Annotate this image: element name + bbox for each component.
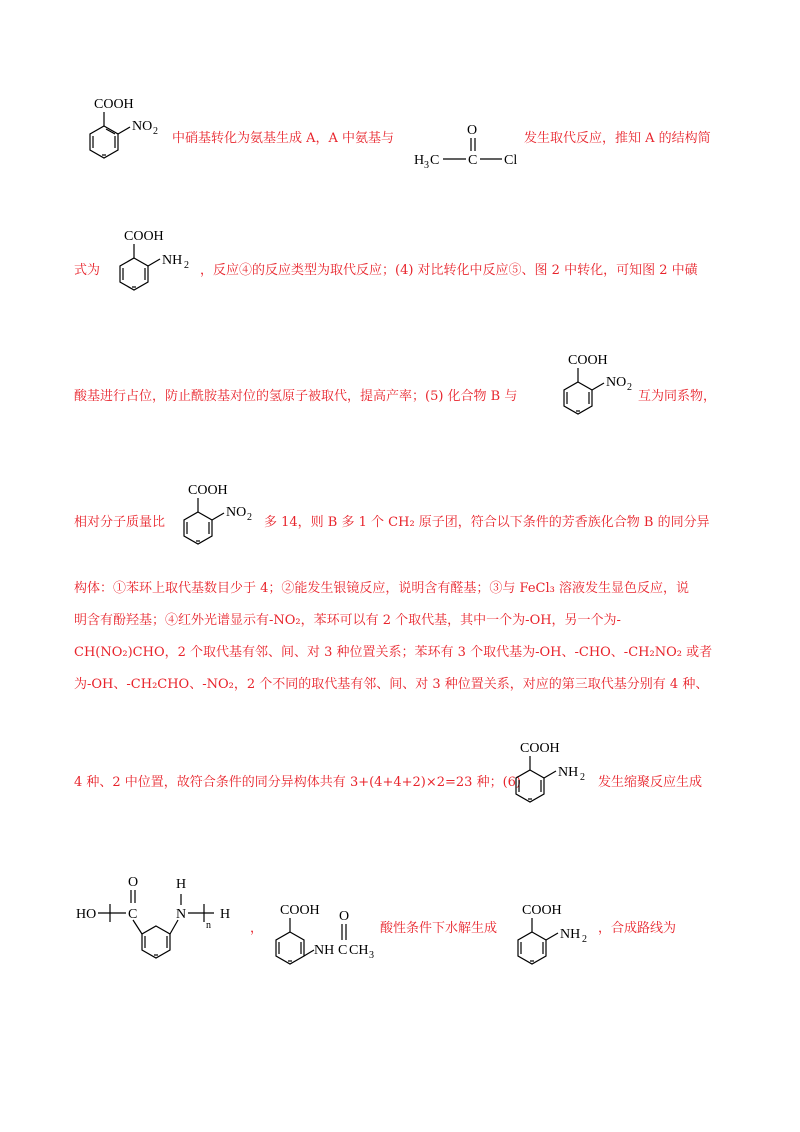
nitrobenzoic-acid-structure-2 (544, 350, 644, 430)
nitrobenzoic-acid-structure-1 (70, 94, 170, 174)
svg-text:n: n (206, 920, 211, 931)
text-line-9a: 4 种、2 中位置，故符合条件的同分异构体共有 3+(4+4+2)×2=23 种；(6) (74, 775, 521, 790)
svg-text:NH: NH (162, 253, 183, 268)
svg-text:NH: NH (560, 927, 581, 942)
anthranilic-acid-structure-2 (496, 738, 596, 818)
acetamidobenzoic-acid-structure (256, 900, 396, 980)
svg-text:H: H (414, 153, 425, 168)
svg-text:3: 3 (424, 160, 429, 171)
text-line-10b: 酸性条件下水解生成 (380, 921, 498, 936)
polyamide-structure (74, 872, 244, 982)
svg-text:2: 2 (582, 934, 587, 945)
svg-text:COOH: COOH (520, 741, 560, 756)
acetyl-chloride-structure (414, 118, 524, 178)
text-line-3a: 酸基进行占位，防止酰胺基对位的氢原子被取代，提高产率；(5) 化合物 B 与 (74, 389, 518, 404)
svg-text:HO: HO (76, 907, 97, 922)
text-line-3b: 互为同系物， (638, 389, 717, 404)
svg-text:C: C (128, 907, 138, 922)
svg-text:COOH: COOH (124, 229, 164, 244)
svg-text:NO: NO (226, 505, 247, 520)
svg-text:3: 3 (369, 950, 374, 961)
anthranilic-acid-structure-1 (100, 226, 200, 306)
svg-text:O: O (128, 875, 139, 890)
text-line-1b: 发生取代反应，推知 A 的结构简 (524, 131, 711, 146)
svg-text:COOH: COOH (188, 483, 228, 498)
text-line-10c: ，合成路线为 (598, 921, 677, 936)
svg-text:NO: NO (132, 119, 153, 134)
svg-text:COOH: COOH (94, 97, 134, 112)
text-line-2b: ，反应④的反应类型为取代反应；(4) 对比转化中反应⑤、图 2 中转化，可知图 2 中磺 (200, 263, 698, 278)
text-line-6: 明含有酚羟基；④红外光谱显示有-NO₂，苯环可以有 2 个取代基，其中一个为-OH，另一个为- (74, 613, 621, 628)
svg-text:2: 2 (580, 772, 585, 783)
svg-text:CH: CH (349, 943, 369, 958)
text-line-4a: 相对分子质量比 (74, 515, 166, 530)
svg-text:COOH: COOH (522, 903, 562, 918)
text-line-9b: 发生缩聚反应生成 (598, 775, 703, 790)
svg-text:2: 2 (247, 512, 252, 523)
text-line-5: 构体：①苯环上取代基数目少于 4；②能发生银镜反应，说明含有醛基；③与 FeCl₃ 溶液发生显色反应，说 (74, 581, 689, 596)
text-line-10a: ， (250, 921, 264, 936)
svg-text:H: H (176, 877, 187, 892)
svg-text:N: N (176, 907, 187, 922)
svg-text:NH: NH (314, 943, 335, 958)
text-line-2a: 式为 (74, 263, 101, 278)
svg-text:Cl: Cl (504, 153, 518, 168)
anthranilic-acid-structure-3 (498, 900, 598, 980)
svg-text:2: 2 (627, 382, 632, 393)
text-line-4b: 多 14，则 B 多 1 个 CH₂ 原子团，符合以下条件的芳香族化合物 B 的同分异 (264, 515, 710, 530)
svg-text:C: C (338, 943, 348, 958)
svg-text:2: 2 (153, 126, 158, 137)
text-line-8: 为-OH、-CH₂CHO、-NO₂，2 个不同的取代基有邻、间、对 3 种位置关系，对应的第三取代基分别有 4 种、 (74, 677, 709, 692)
svg-text:O: O (467, 123, 478, 138)
text-line-7: CH(NO₂)CHO，2 个取代基有邻、间、对 3 种位置关系；苯环有 3 个取代基为-OH、-CHO、-CH₂NO₂ 或者 (74, 645, 713, 660)
svg-text:COOH: COOH (280, 903, 320, 918)
svg-text:C: C (468, 153, 478, 168)
nitrobenzoic-acid-structure-3 (164, 480, 264, 560)
svg-text:O: O (339, 909, 350, 924)
text-line-1a: 中硝基转化为氨基生成 A，A 中氨基与 (172, 131, 395, 146)
svg-text:COOH: COOH (568, 353, 608, 368)
svg-text:C: C (430, 153, 440, 168)
svg-text:NH: NH (558, 765, 579, 780)
svg-text:2: 2 (184, 260, 189, 271)
svg-text:NO: NO (606, 375, 627, 390)
svg-text:H: H (220, 907, 231, 922)
